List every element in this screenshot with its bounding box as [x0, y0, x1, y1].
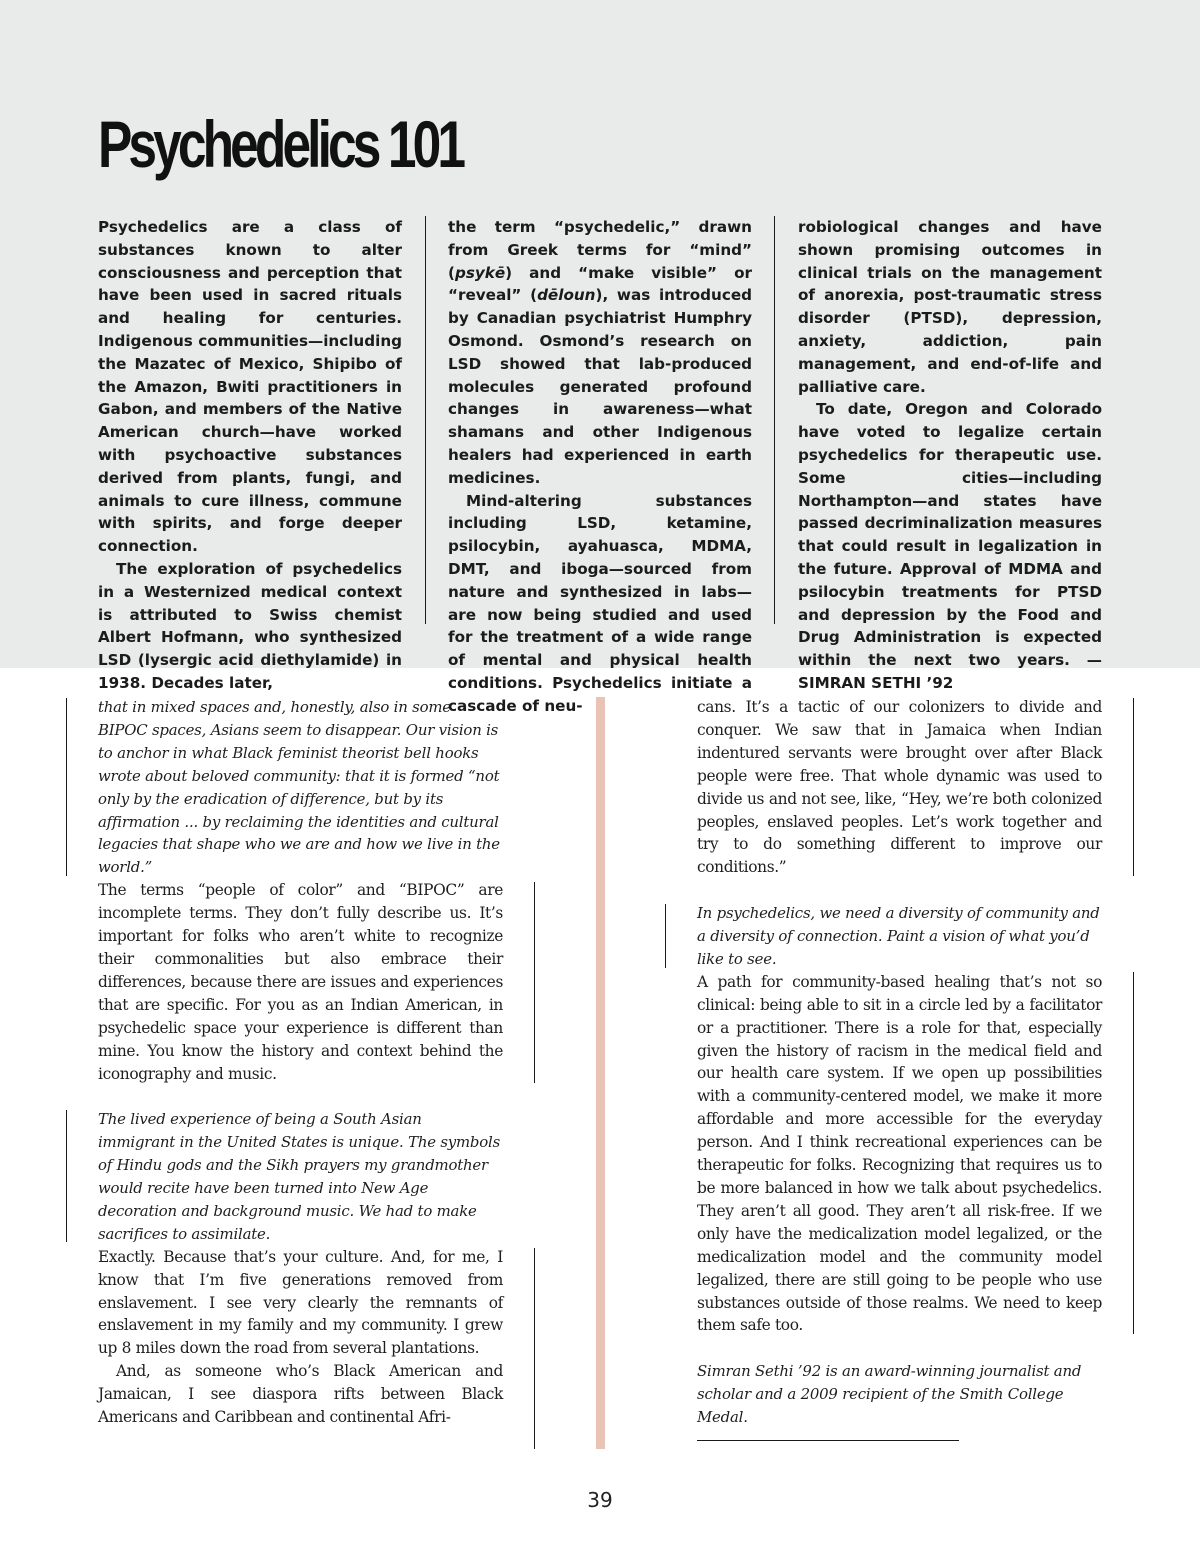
text-run: the term “psychedelic,” drawn from Greek terms for “mind” ( [448, 218, 752, 282]
sidebar-paragraph [448, 216, 752, 490]
center-accent-bar [596, 697, 605, 1449]
paragraph-gap [697, 1337, 1102, 1360]
interview-column-left [98, 696, 503, 1429]
interview-answer: A path for community-based healing that’s not so clinical: being able to sit in a circle led by a facilitator or a practitioner. There is a role for that, especially given the history of racism in the medical field and our health care system. If we open up possibilities with a community-centered model, we make it more affordable and more accessible for the everyday person. And I think recreational experiences can be therapeutic for folks. Recognizing that requires us to be more balanced in how we talk about psychedelics. They aren’t all good. They aren’t all risk-free. If we only have the medicalization model legalized, or the medicalization model and the community model legalized, there are still going to be people who use substances outside of those realms. We need to keep them safe too. [697, 972, 1102, 1335]
author-bio: Simran Sethi ’92 is an award-winning journalist and scholar and a 2009 recipient of the Smith College Medal. [697, 1362, 1082, 1427]
text-run: ) and “make visible” or “reveal” ( [448, 263, 752, 305]
interview-answer: And, as someone who’s Black American and Jamaican, I see diaspora rifts between Black Americans and Caribbean and continental Afri- [98, 1362, 503, 1427]
interview-question: In psychedelics, we need a diversity of community and a diversity of connection. Paint a vision of what you’d like to see. [697, 904, 1100, 968]
sidebar-column-divider [425, 216, 426, 624]
sidebar-column-1 [98, 216, 402, 695]
text-run: ), was introduced by Canadian psychiatrist Humphry Osmond. Osmond’s research on LSD showed that lab-produced molecules generated profound changes in awareness—what shamans and other Indigenous healers had experienced in earth medicines. [448, 286, 752, 487]
sidebar-paragraph: Mind-altering substances including LSD, ketamine, psilocybin, ayahuasca, MDMA, DMT, and iboga—sourced from nature and synthesized in labs—are now being studied and used for the treatment of a wide range of mental and physical health conditions. Psychedelics initiate a cascade of neu- [448, 491, 752, 715]
bio-end-rule [697, 1440, 959, 1441]
interview-answer: cans. It’s a tactic of our colonizers to divide and conquer. We saw that in Jamaica when Indian indentured servants were brought over after Black people were free. That whole dynamic was used to divide us and not see, like, “Hey, we’re both colonized peoples, enslaved peoples. Let’s work together and try to do something different to improve our conditions.” [697, 698, 1102, 877]
answer-rule [534, 1248, 535, 1449]
interview-answer: The terms “people of color” and “BIPOC” are incomplete terms. They don’t fully describe us. It’s important for folks who aren’t white to recognize their commonalities but also embrace their differences, because there are issues and experiences that are specific. For you as an Indian American, in psychedelic space your experience is different than mine. You know the history and context behind the iconography and music. [98, 881, 503, 1083]
interview-question: The lived experience of being a South Asian immigrant in the United States is unique. The symbols of Hindu gods and the Sikh prayers my grandmother would recite have been turned into New Age decoration and background music. We had to make sacrifices to assimilate. [98, 1110, 501, 1243]
paragraph-gap [697, 879, 1102, 902]
sidebar-paragraph: robiological changes and have shown promising outcomes in clinical trials on the management of anorexia, post-traumatic stress disorder (PTSD), depression, anxiety, addiction, pain management, and end-of-life and palliative care. [798, 218, 1102, 396]
interview-answer: Exactly. Because that’s your culture. And, for me, I know that I’m five generations removed from enslavement. I see very clearly the remnants of enslavement in my family and my community. I grew up 8 miles down the road from several plantations. [98, 1247, 503, 1358]
question-rule [66, 698, 67, 876]
greek-term: dēloun [537, 286, 596, 305]
interview-question: that in mixed spaces and, honestly, also in some BIPOC spaces, Asians seem to disappear. Our vision is to anchor in what Black feminist theorist bell hooks wrote about beloved community: that it is formed “not only by the eradication of difference, but by its affirmation ... by reclaiming the identities and cultural legacies that shape who we are and how we live in the world.” [98, 698, 500, 877]
greek-term: psykē [454, 263, 506, 282]
sidebar-column-2 [448, 216, 752, 718]
question-rule [665, 904, 666, 968]
interview-column-right [697, 696, 1102, 1429]
answer-rule [1133, 698, 1134, 876]
paragraph-gap [98, 1085, 503, 1108]
sidebar-column-divider [774, 216, 775, 624]
page-number: 39 [587, 1488, 613, 1512]
answer-rule [1133, 972, 1134, 1334]
sidebar-paragraph: Psychedelics are a class of substances known to alter consciousness and perception that have been used in sacred rituals and healing for centuries. Indigenous communities—including the Mazatec of Mexico, Shipibo of the Amazon, Bwiti practitioners in Gabon, and members of the Native American church—have worked with psychoactive substances derived from plants, fungi, and animals to cure illness, commune with spirits, and forge deeper connection. [98, 218, 402, 556]
sidebar-paragraph: To date, Oregon and Colorado have voted to legalize certain psychedelics for therapeutic use. Some cities—including Northampton—and states have passed decriminalization measures that could result in legalization in the future. Approval of MDMA and psilocybin treatments for PTSD and depression by the Food and Drug Administration is expected within the next two years. —SIMRAN SETHI ’92 [798, 400, 1102, 692]
sidebar-paragraph: The exploration of psychedelics in a Westernized medical context is attributed to Swiss chemist Albert Hofmann, who synthesized LSD (lysergic acid diethylamide) in 1938. Decades later, [98, 559, 402, 692]
answer-rule [534, 882, 535, 1083]
sidebar-panel [0, 0, 1200, 715]
sidebar-column-3 [798, 216, 1102, 695]
question-rule [66, 1110, 67, 1242]
sidebar-title: Psychedelics 101 [98, 107, 463, 181]
